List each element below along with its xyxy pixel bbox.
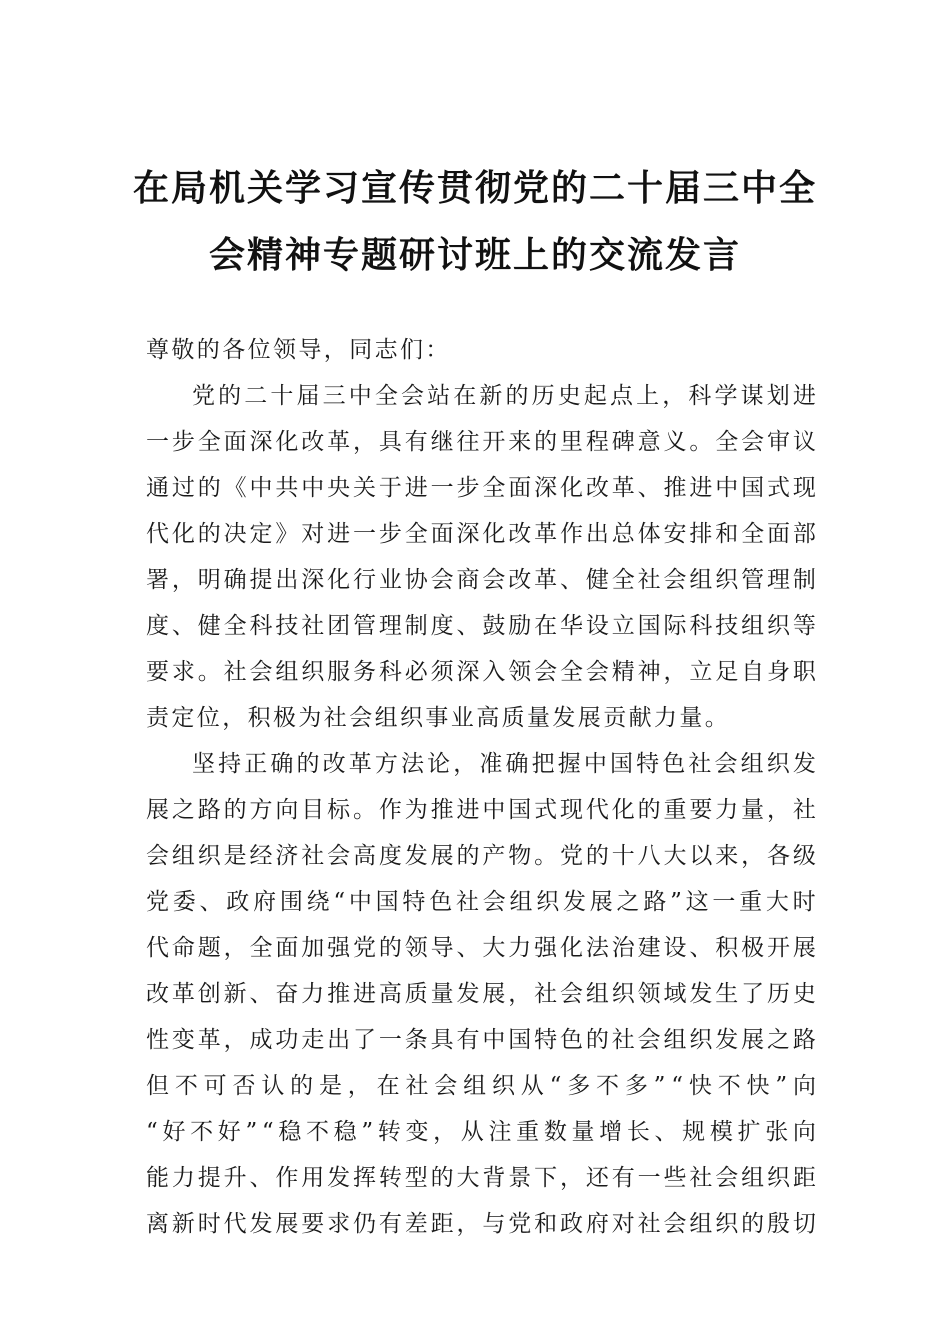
paragraph1-line: 度 、 健 全 科 技 社 团 管 理 制 度 、 鼓 励 在 华 设 立 国 际 科 技 组 织 等 xyxy=(146,613,816,639)
salutation: 尊敬的各位领导，同志们： xyxy=(146,337,451,363)
paragraph2-line: 离 新 时 代 发 展 要 求 仍 有 差 距 ， 与 党 和 政 府 对 社 会 组 织 的 殷 切 xyxy=(146,1211,816,1237)
paragraph1-line: 要 求 。 社 会 组 织 服 务 科 必 须 深 入 领 会 全 会 精 神 ， 立 足 自 身 职 xyxy=(146,659,816,685)
paragraph2-line: “ 好 不 好 ” “ 稳 不 稳 ” 转 变 ， 从 注 重 数 量 增 长 、 规 模 扩 张 向 xyxy=(146,1119,816,1145)
paragraph2-line: 性 变 革 ， 成 功 走 出 了 一 条 具 有 中 国 特 色 的 社 会 组 织 发 展 之 路 xyxy=(146,1027,816,1053)
paragraph1-line: 通 过 的 《 中 共 中 央 关 于 进 一 步 全 面 深 化 改 革 、 推 进 中 国 式 现 xyxy=(146,475,816,501)
document-title-line-2: 会精神专题研讨班上的交流发言 xyxy=(208,234,741,276)
paragraph2-line: 展 之 路 的 方 向 目 标 。 作 为 推 进 中 国 式 现 代 化 的 重 要 力 量 ， 社 xyxy=(146,797,816,823)
paragraph1-line: 署 ， 明 确 提 出 深 化 行 业 协 会 商 会 改 革 、 健 全 社 会 组 织 管 理 制 xyxy=(146,567,816,593)
paragraph2-line: 代 命 题 ， 全 面 加 强 党 的 领 导 、 大 力 强 化 法 治 建 设 、 积 极 开 展 xyxy=(146,935,816,961)
paragraph2-line: 会 组 织 是 经 济 社 会 高 度 发 展 的 产 物 。 党 的 十 八 大 以 来 ， 各 级 xyxy=(146,843,816,869)
document-body xyxy=(146,335,816,1255)
paragraph1-line: 责定位，积极为社会组织事业高质量发展贡献力量。 xyxy=(146,705,731,731)
paragraph2-line: 但 不 可 否 认 的 是 ， 在 社 会 组 织 从 “ 多 不 多 ” “ 快 不 快 ” 向 xyxy=(146,1073,816,1099)
paragraph1-line: 一 步 全 面 深 化 改 革 ， 具 有 继 往 开 来 的 里 程 碑 意 义 。 全 会 审 议 xyxy=(146,429,816,455)
paragraph-2 xyxy=(146,749,816,1255)
paragraph2-line: 党 委 、 政 府 围 绕 “ 中 国 特 色 社 会 组 织 发 展 之 路 ” 这 一 重 大 时 xyxy=(146,889,816,915)
paragraph2-line: 改 革 创 新 、 奋 力 推 进 高 质 量 发 展 ， 社 会 组 织 领 域 发 生 了 历 史 xyxy=(146,981,816,1007)
paragraph-1 xyxy=(146,381,816,749)
paragraph1-line: 代 化 的 决 定 》 对 进 一 步 全 面 深 化 改 革 作 出 总 体 安 排 和 全 面 部 xyxy=(146,521,816,547)
paragraph2-line: 能 力 提 升 、 作 用 发 挥 转 型 的 大 背 景 下 ， 还 有 一 些 社 会 组 织 距 xyxy=(146,1165,816,1191)
paragraph2-line: 坚 持 正 确 的 改 革 方 法 论 ， 准 确 把 握 中 国 特 色 社 会 组 织 发 xyxy=(192,751,816,777)
paragraph1-line: 党 的 二 十 届 三 中 全 会 站 在 新 的 历 史 起 点 上 ， 科 学 谋 划 进 xyxy=(192,383,816,409)
document-title-line-1: 在局机关学习宣传贯彻党的二十届三中全 xyxy=(132,167,817,209)
